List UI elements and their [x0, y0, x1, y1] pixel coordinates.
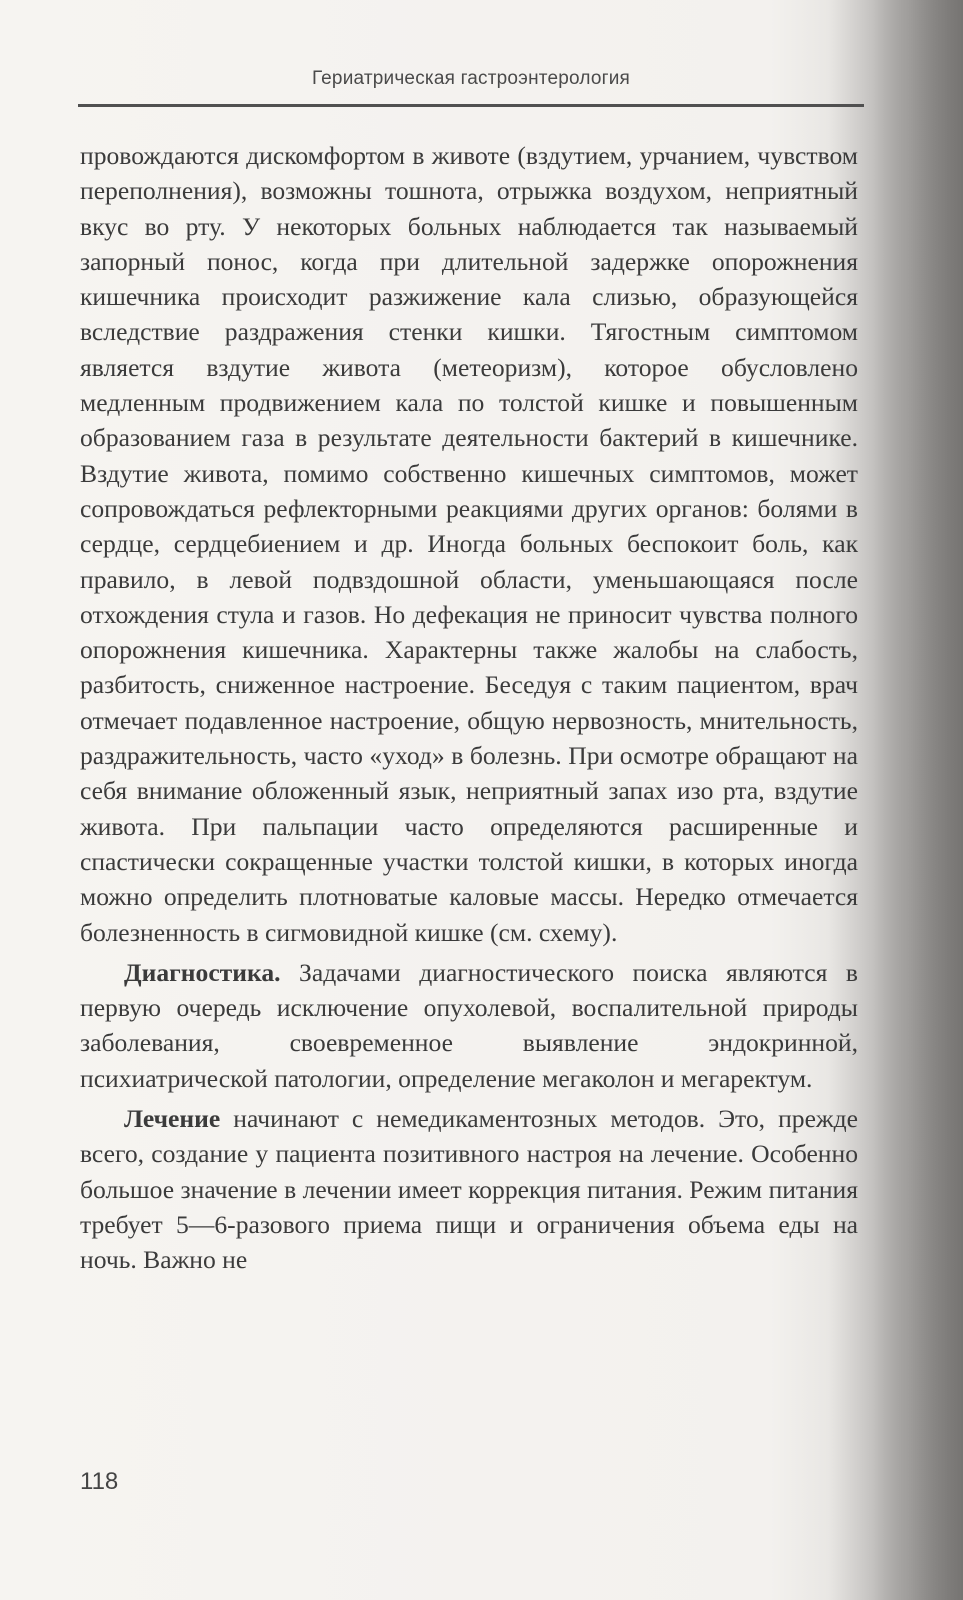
body-text — [80, 138, 858, 1278]
treatment-text: начинают с немедикаментозных методов. Это, прежде всего, создание у пациента позитивного настроя на лечение. Особенно большое значение в лечении имеет коррекция питания. Режим питания требует 5—6-разового приема пищи и ограничения объема еды на ночь. Важно не — [80, 1104, 858, 1275]
page-number: 118 — [80, 1468, 119, 1495]
paragraph-treatment — [80, 1101, 858, 1277]
binding-shadow — [873, 0, 963, 1600]
paragraph-diagnostics — [80, 955, 858, 1096]
paragraph-symptoms: провождаются дискомфортом в животе (вздутием, урчанием, чувством переполнения), возможны тошнота, отрыжка воздухом, неприятный вкус во рту. У некоторых больных наблюдается так называемый запорный понос, когда при длительной задержке опорожнения кишечника происходит разжижение кала слизью, образующейся вследствие раздражения стенки кишки. Тягостным симптомом является вздутие живота (метеоризм), которое обусловлено медленным продвижением кала по толстой кишке и повышенным образованием газа в результате деятельности бактерий в кишечнике. Вздутие живота, помимо собственно кишечных симптомов, может сопровождаться рефлекторными реакциями других органов: болями в сердце, сердцебиением и др. Иногда больных беспокоит боль, как правило, в левой подвздошной области, уменьшающаяся после отхождения стула и газов. Но дефекация не приносит чувства полного опорожнения кишечника. Характерны также жалобы на слабость, разбитость, сниженное настроение. Беседуя с таким пациентом, врач отмечает подавленное настроение, общую нервозность, мнительность, раздражительность, часто «уход» в болезнь. При осмотре обращают на себя внимание обложенный язык, неприятный запах изо рта, вздутие живота. При пальпации часто определяются расширенные и спастически сокращенные участки толстой кишки, в которых иногда можно определить плотноватые каловые массы. Нередко отмечается болезненность в сигмовидной кишке (см. схему). — [80, 141, 858, 947]
diagnostics-heading: Диагностика. — [124, 957, 281, 987]
running-title: Гериатрическая гастроэнтерология — [311, 68, 631, 89]
header-rule — [78, 104, 864, 107]
treatment-heading: Лечение — [124, 1104, 221, 1134]
diagnostics-text: Задачами диагностического поиска являются в первую очередь исключение опухолевой, воспалительной природы заболевания, своевременное выявление эндокринной, психиатрической патологии, определение мегаколон и мегаректум. — [80, 957, 858, 1093]
